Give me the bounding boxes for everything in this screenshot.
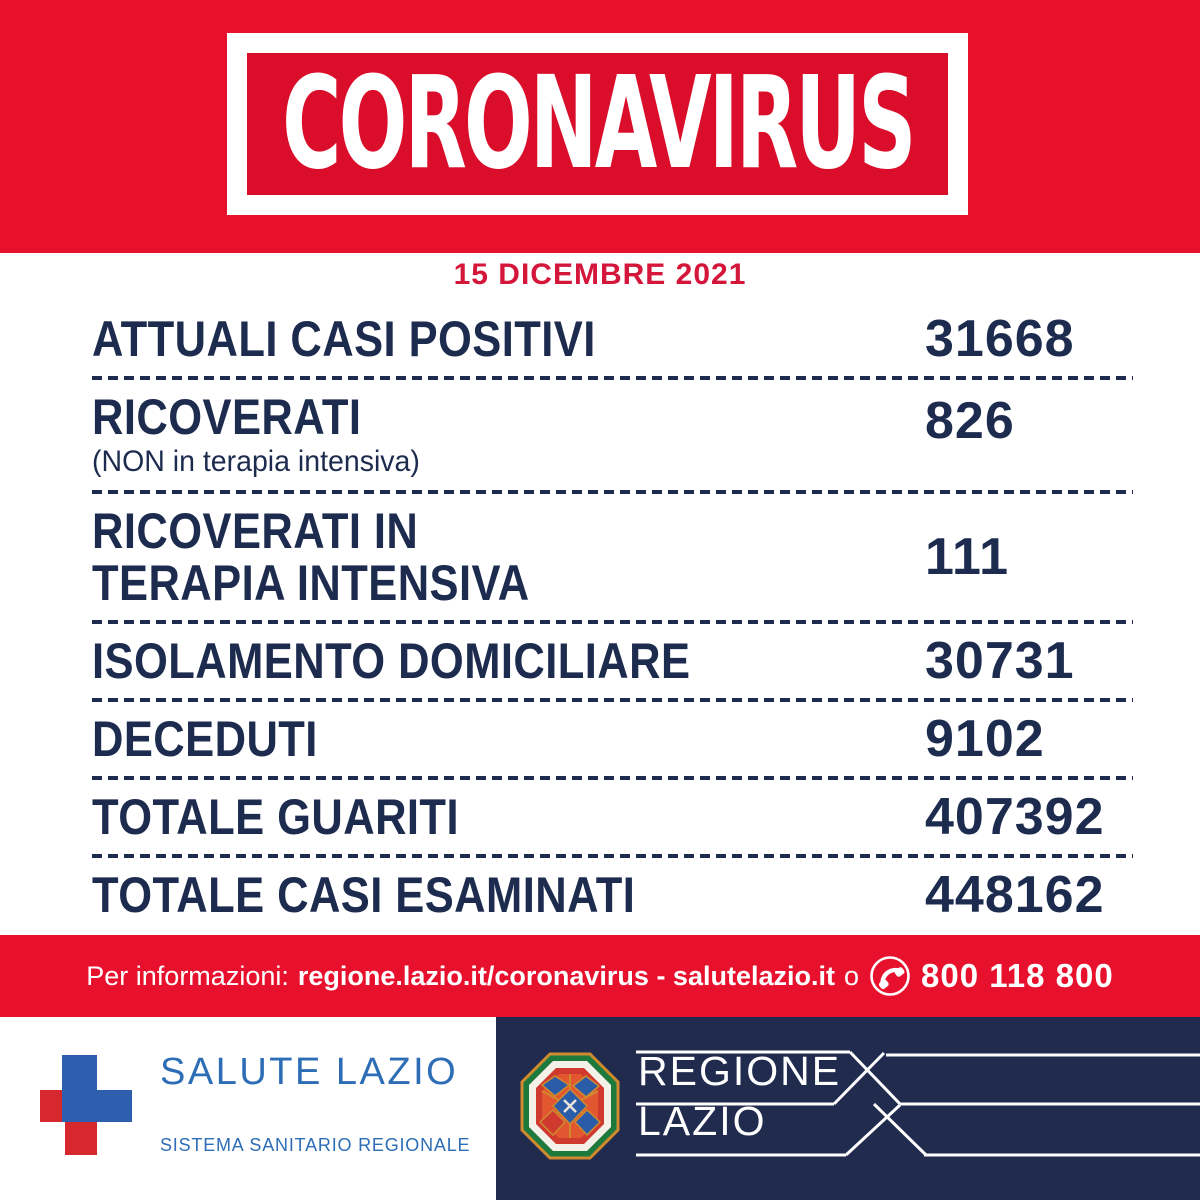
stat-value: 9102 [925, 710, 1045, 768]
stat-value: 448162 [925, 866, 1105, 924]
stat-label: TOTALE CASI ESAMINATI [92, 867, 636, 923]
info-bar [0, 935, 1200, 1017]
info-conjunction: o [843, 960, 860, 991]
salute-lazio-cross-icon [40, 1055, 132, 1155]
title-box [227, 33, 968, 215]
stat-label: RICOVERATI IN [92, 503, 419, 559]
regione-lazio-line1: REGIONE [638, 1048, 842, 1094]
stat-value: 407392 [925, 788, 1105, 846]
stat-label-group [92, 391, 437, 479]
stat-value: 826 [925, 392, 1015, 450]
stat-label: RICOVERATI [92, 389, 362, 445]
regione-lazio-line2: LAZIO [638, 1098, 767, 1144]
stat-sublabel: (NON in terapia intensiva) [92, 445, 420, 478]
stat-value: 30731 [925, 632, 1075, 690]
stat-label: DECEDUTI [92, 711, 318, 767]
info-prefix: Per informazioni: [86, 960, 289, 991]
page-title: CORONAVIRUS [281, 50, 914, 198]
stat-label-group [92, 313, 671, 365]
stat-row [92, 858, 1133, 932]
footer [0, 1017, 1200, 1200]
stat-row [92, 380, 1133, 490]
stat-label-group [92, 713, 352, 765]
regione-lazio-emblem-icon [520, 1052, 620, 1160]
stat-label: ISOLAMENTO DOMICILIARE [92, 633, 691, 689]
salute-lazio-title: SALUTE LAZIO [160, 1051, 459, 1093]
regione-lazio-panel [496, 1017, 1200, 1200]
stat-row [92, 780, 1133, 854]
stat-label: TOTALE GUARITI [92, 789, 459, 845]
stat-row [92, 302, 1133, 376]
stat-label-group [92, 635, 780, 687]
phone-number: 800 118 800 [921, 957, 1114, 994]
stat-value: 111 [925, 528, 1010, 586]
stat-row [92, 624, 1133, 698]
salute-lazio-subtitle: SISTEMA SANITARIO REGIONALE [160, 1135, 471, 1155]
stat-value: 31668 [925, 310, 1075, 368]
info-links: regione.lazio.it/coronavirus - salutelazio.it [297, 960, 835, 991]
phone-icon [868, 954, 912, 998]
stat-label-group [92, 791, 514, 843]
stats-list [92, 302, 1133, 932]
salute-lazio-panel [0, 1017, 496, 1200]
stat-row [92, 494, 1133, 620]
stat-row [92, 702, 1133, 776]
header-banner [0, 0, 1200, 253]
stat-label-group [92, 505, 595, 609]
stat-label-group [92, 869, 716, 921]
report-date: 15 DICEMBRE 2021 [453, 258, 747, 291]
title-box-inner [247, 50, 948, 198]
stat-label-line2: TERAPIA INTENSIVA [92, 555, 530, 611]
stat-label: ATTUALI CASI POSITIVI [92, 311, 596, 367]
